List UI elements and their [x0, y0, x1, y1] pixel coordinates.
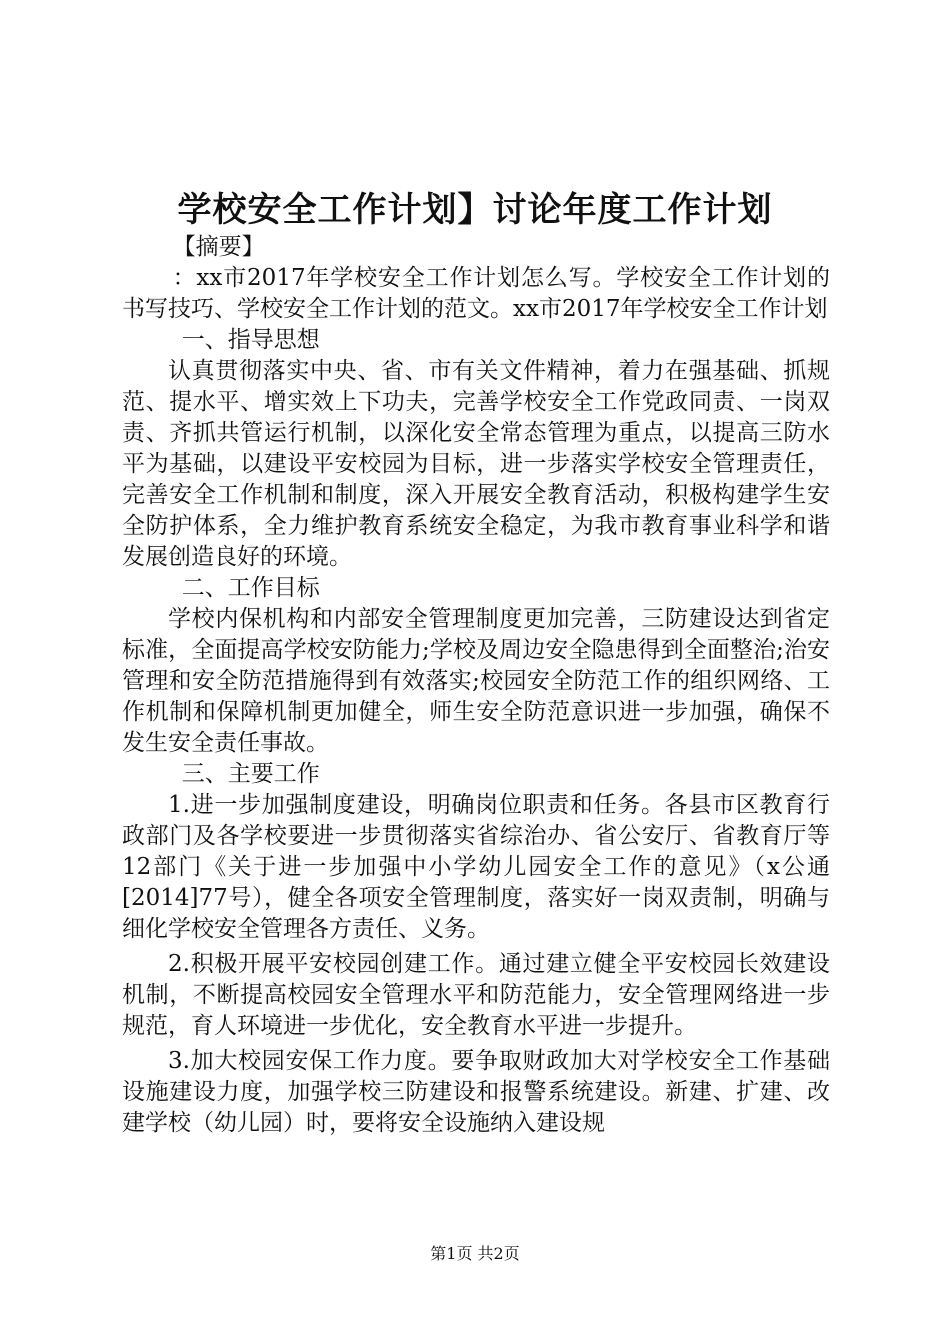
main-work-item-3: 3.加大校园安保工作力度。要争取财政加大对学校安全工作基础设施建设力度，加强学校三防建设和报警系统建设。新建、扩建、改建学校（幼儿园）时，要将安全设施纳入建设规	[122, 1048, 830, 1136]
main-work-item-2: 2.积极开展平安校园创建工作。通过建立健全平安校园长效建设机制，不断提高校园安全管理水平和防范能力，安全管理网络进一步规范，育人环境进一步优化，安全教育水平进一步提升。	[122, 951, 830, 1039]
section-heading-guiding-ideology: 一、指导思想	[181, 327, 320, 353]
abstract-text: ：xx市2017年学校安全工作计划怎么写。学校安全工作计划的书写技巧、学校安全工作计划的范文。xx市2017年学校安全工作计划	[122, 265, 830, 322]
section-text-work-goals: 学校内保机构和内部安全管理制度更加完善，三防建设达到省定标准，全面提高学校安防能力;学校及周边安全隐患得到全面整治;治安管理和安全防范措施得到有效落实;校园安全防范工作的组织网络、工作机制和保障机制更加健全，师生安全防范意识进一步加强，确保不发生安全责任事故。	[122, 606, 830, 756]
document-body	[122, 232, 830, 1143]
section-text-guiding-ideology: 认真贯彻落实中央、省、市有关文件精神，着力在强基础、抓规范、提水平、增实效上下功夫，完善学校安全工作党政同责、一岗双责、齐抓共管运行机制，以深化安全常态管理为重点，以提高三防水平为基础，以建设平安校园为目标，进一步落实学校安全管理责任，完善安全工作机制和制度，深入开展安全教育活动，积极构建学生安全防护体系，全力维护教育系统安全稳定，为我市教育事业科学和谐发展创造良好的环境。	[122, 358, 830, 570]
main-work-item-1: 1.进一步加强制度建设，明确岗位职责和任务。各县市区教育行政部门及各学校要进一步贯彻落实省综治办、省公安厅、省教育厅等12部门《关于进一步加强中小学幼儿园安全工作的意见》（x公通[2014]77号），健全各项安全管理制度，落实好一岗双责制，明确与细化学校安全管理各方责任、义务。	[122, 792, 830, 942]
section-heading-main-work: 三、主要工作	[181, 761, 320, 787]
page-footer: 第1页 共2页	[430, 1244, 520, 1263]
page-title: 学校安全工作计划】讨论年度工作计划	[177, 190, 773, 230]
abstract-label: 【摘要】	[172, 234, 265, 260]
section-heading-work-goals: 二、工作目标	[181, 575, 320, 601]
